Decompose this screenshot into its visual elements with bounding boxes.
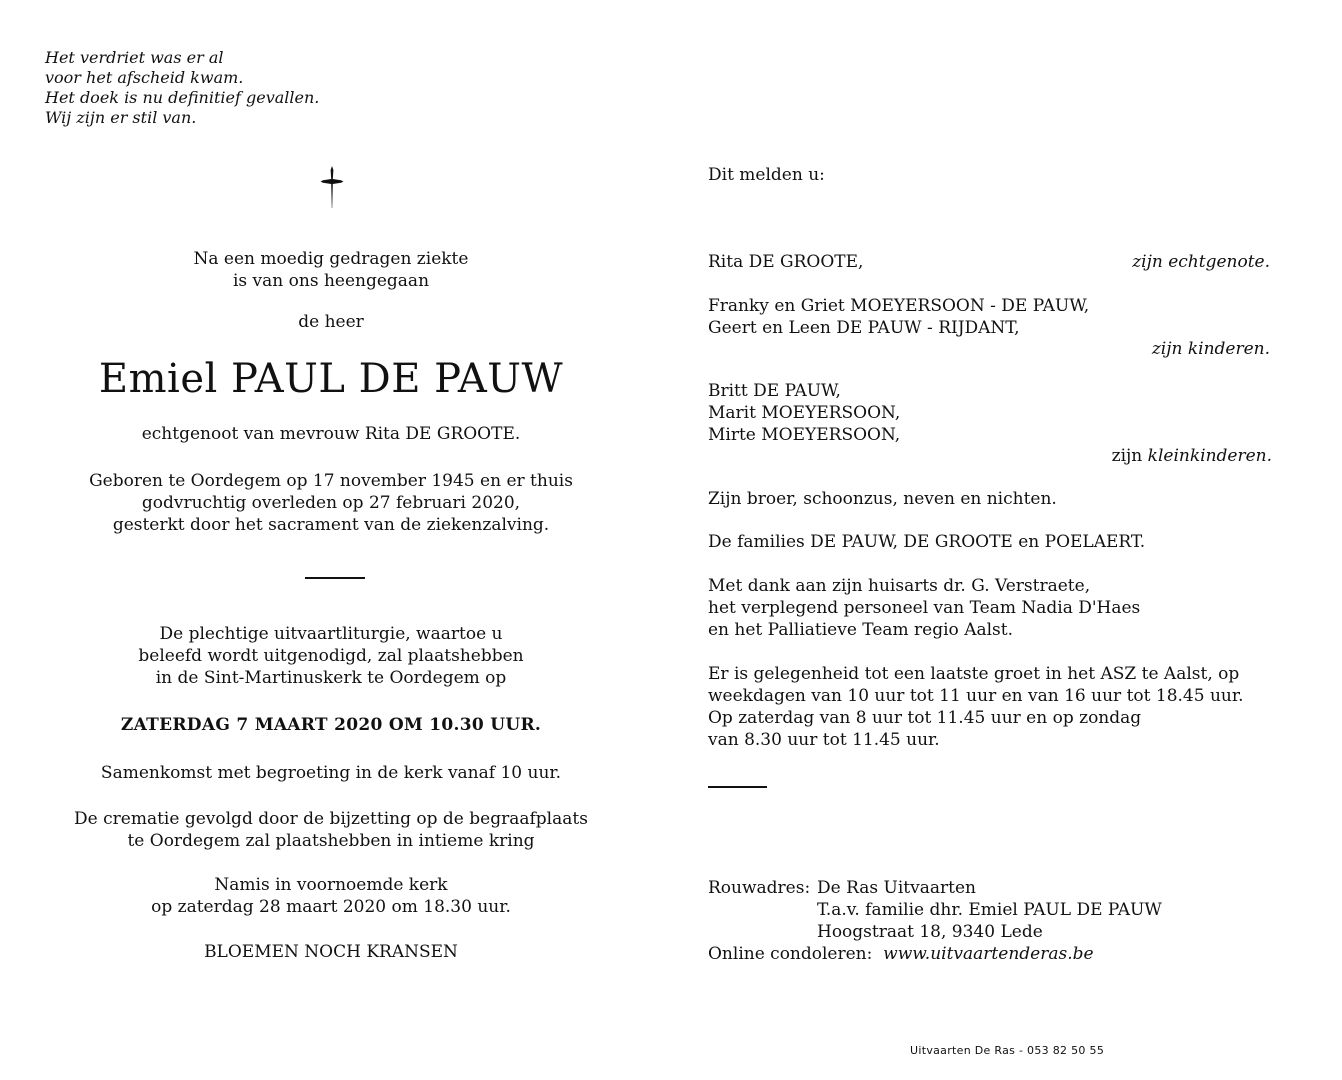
flowers-note	[40, 941, 622, 963]
grandchildren-list	[708, 380, 900, 446]
cremation-line: De crematie gevolgd door de bijzetting op de begraafplaats	[74, 809, 588, 829]
announcement	[708, 164, 825, 186]
visit-line: Op zaterdag van 8 uur tot 11.45 uur en op zondag	[708, 708, 1142, 728]
honorific-text: de heer	[298, 312, 364, 332]
address-label: Rouwadres:	[708, 878, 811, 898]
grandchildren-role	[1112, 445, 1272, 467]
birth-line: Geboren te Oordegem op 17 november 1945 en er thuis	[89, 471, 573, 491]
opening-poem	[45, 48, 319, 128]
poem-line: Wij zijn er stil van.	[45, 108, 197, 127]
gathering-text: Samenkomst met begroeting in de kerk vanaf 10 uur.	[100, 763, 562, 783]
visit-line: weekdagen van 10 uur tot 11 uur en van 16 uur tot 18.45 uur.	[708, 686, 1244, 706]
spouse-role: zijn echtgenote.	[1132, 252, 1270, 272]
siblings-text: Zijn broer, schoonzus, neven en nichten.	[708, 489, 1057, 509]
divider	[305, 577, 365, 579]
children-list	[708, 295, 1089, 339]
intro-line: Na een moedig gedragen ziekte	[193, 249, 469, 269]
grandchild-line: Mirte MOEYERSOON,	[708, 425, 901, 445]
spouse-name	[708, 251, 863, 273]
poem-line: Het verdriet was er al	[45, 48, 224, 67]
spouse-line	[40, 423, 622, 445]
cross-icon	[319, 164, 345, 210]
online-condolence	[708, 943, 1094, 965]
online-label: Online condoleren:	[708, 944, 873, 964]
mass-line: Namis in voornoemde kerk	[214, 875, 448, 895]
thanks-line: Met dank aan zijn huisarts dr. G. Verstraete,	[708, 576, 1091, 596]
spouse-text: echtgenoot van mevrouw Rita DE GROOTE.	[141, 424, 521, 444]
thanks-line: het verplegend personeel van Team Nadia D'Haes	[708, 598, 1141, 618]
intro	[40, 248, 622, 292]
families-text: De families DE PAUW, DE GROOTE en POELAERT.	[708, 532, 1146, 552]
deceased-name: Emiel PAUL DE PAUW	[98, 356, 564, 402]
grandchildren-role-prefix: zijn	[1111, 446, 1148, 466]
condolence-link[interactable]: www.uitvaartenderas.be	[883, 944, 1094, 964]
children-role: zijn kinderen.	[1151, 339, 1270, 359]
thanks	[708, 575, 1140, 641]
poem-line: voor het afscheid kwam.	[45, 68, 244, 87]
visiting-info	[708, 663, 1244, 751]
address-line: Hoogstraat 18, 9340 Lede	[817, 922, 1043, 942]
funeral-date-text: ZATERDAG 7 MAART 2020 OM 10.30 UUR.	[120, 715, 542, 735]
grandchild-line: Britt DE PAUW,	[708, 381, 841, 401]
address-line: De Ras Uitvaarten	[817, 878, 976, 898]
spouse-name-text: Rita DE GROOTE,	[708, 252, 864, 272]
birth-line: godvruchtig overleden op 27 februari 2020,	[141, 493, 521, 513]
funeral-date	[40, 714, 622, 736]
visit-line: van 8.30 uur tot 11.45 uur.	[708, 730, 940, 750]
mass-line: op zaterdag 28 maart 2020 om 18.30 uur.	[151, 897, 511, 917]
cremation-line: te Oordegem zal plaatshebben in intieme kring	[127, 831, 535, 851]
intro-line: is van ons heengegaan	[232, 271, 430, 291]
announce-text: Dit melden u:	[708, 165, 825, 185]
memorial-mass-info	[40, 874, 622, 918]
thanks-line: en het Palliatieve Team regio Aalst.	[708, 620, 1014, 640]
poem-line: Het doek is nu definitief gevallen.	[45, 88, 320, 107]
child-line: Franky en Griet MOEYERSOON - DE PAUW,	[708, 296, 1090, 316]
honorific	[40, 311, 622, 333]
grandchild-line: Marit MOEYERSOON,	[708, 403, 901, 423]
liturgy-line: in de Sint-Martinuskerk te Oordegem op	[155, 668, 507, 688]
divider	[708, 786, 767, 788]
siblings	[708, 488, 1057, 510]
visit-line: Er is gelegenheid tot een laatste groet in het ASZ te Aalst, op	[708, 664, 1240, 684]
birth-death-info	[40, 470, 622, 536]
birth-line: gesterkt door het sacrament van de ziekenzalving.	[112, 515, 550, 535]
cremation-info	[40, 808, 622, 852]
grandchildren-role-word: kleinkinderen.	[1147, 446, 1272, 466]
liturgy-info	[40, 623, 622, 689]
families	[708, 531, 1145, 553]
flowers-text: BLOEMEN NOCH KRANSEN	[204, 942, 458, 962]
printer-credit: Uitvaarten De Ras - 053 82 50 55	[910, 1044, 1105, 1057]
liturgy-line: De plechtige uitvaartliturgie, waartoe u	[159, 624, 503, 644]
liturgy-line: beleefd wordt uitgenodigd, zal plaatshebben	[138, 646, 524, 666]
gathering-info	[40, 762, 622, 784]
child-line: Geert en Leen DE PAUW - RIJDANT,	[708, 318, 1020, 338]
address-line: T.a.v. familie dhr. Emiel PAUL DE PAUW	[817, 900, 1162, 920]
